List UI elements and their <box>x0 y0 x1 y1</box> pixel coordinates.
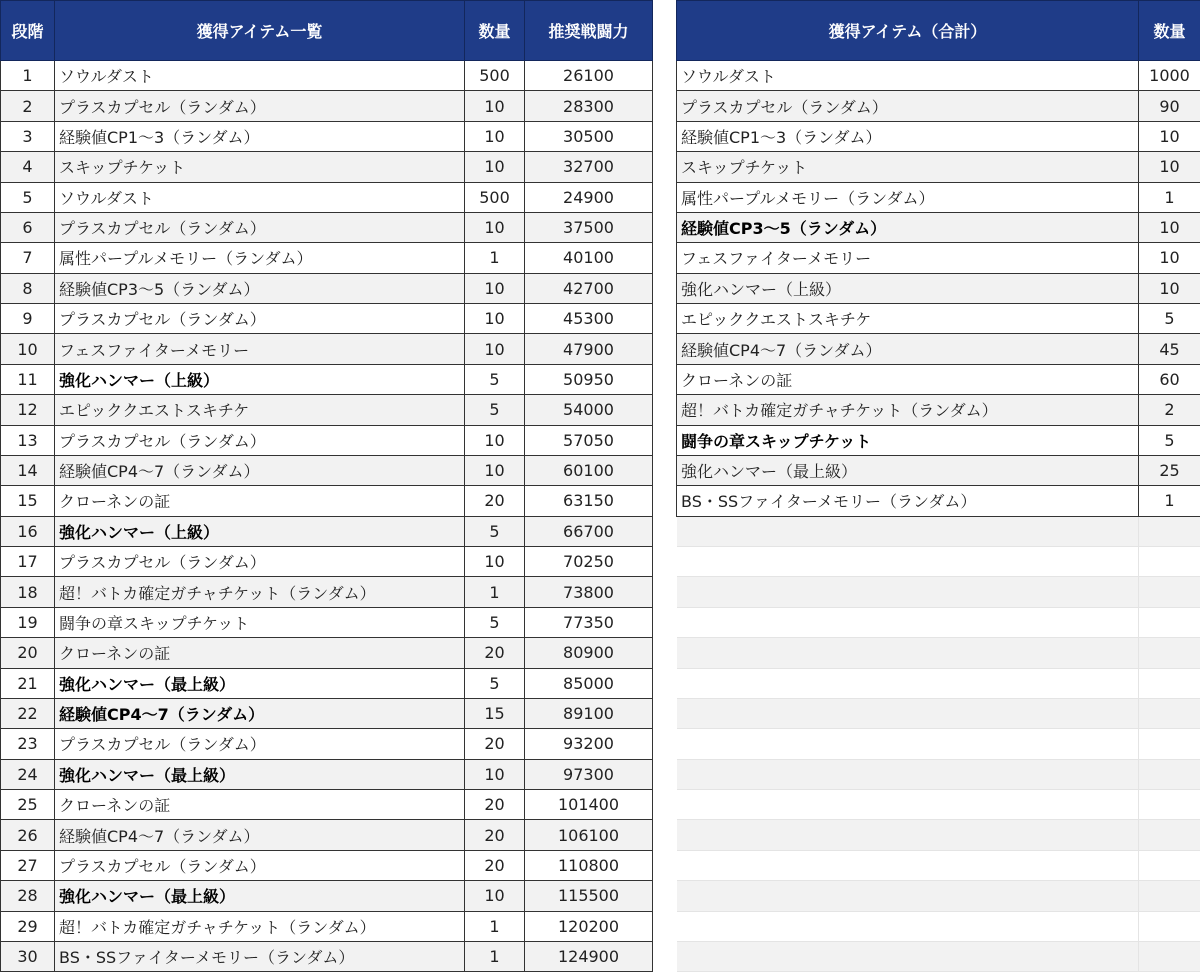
quantity-cell: 15 <box>465 698 525 728</box>
table-row <box>1 516 653 546</box>
empty-row <box>677 911 1200 941</box>
empty-cell <box>677 698 1139 728</box>
total-item-cell: 経験値CP4～7（ランダム） <box>677 334 1139 364</box>
table-row <box>1 911 653 941</box>
empty-cell <box>1139 577 1200 607</box>
total-item-cell: 属性パープルメモリー（ランダム） <box>677 182 1139 212</box>
power-cell: 101400 <box>525 790 653 820</box>
table-row <box>677 212 1200 242</box>
table-row <box>1 212 653 242</box>
total-item-cell: BS・SSファイターメモリー（ランダム） <box>677 486 1139 516</box>
table-row <box>677 121 1200 151</box>
empty-cell <box>677 729 1139 759</box>
item-cell: 超！バトカ確定ガチャチケット（ランダム） <box>55 911 465 941</box>
stage-cell: 20 <box>1 638 55 668</box>
table-row <box>1 486 653 516</box>
table-row <box>677 486 1200 516</box>
table-row <box>1 577 653 607</box>
total-quantity-cell: 90 <box>1139 91 1200 121</box>
item-cell: 経験値CP3～5（ランダム） <box>55 273 465 303</box>
power-cell: 45300 <box>525 304 653 334</box>
item-cell: 経験値CP4～7（ランダム） <box>55 455 465 485</box>
header-total-quantity: 数量 <box>1139 1 1200 61</box>
item-cell: プラスカプセル（ランダム） <box>55 850 465 880</box>
empty-cell <box>677 759 1139 789</box>
empty-row <box>677 516 1200 546</box>
quantity-cell: 20 <box>465 638 525 668</box>
item-cell: プラスカプセル（ランダム） <box>55 425 465 455</box>
quantity-cell: 10 <box>465 334 525 364</box>
quantity-cell: 10 <box>465 759 525 789</box>
stage-cell: 21 <box>1 668 55 698</box>
empty-cell <box>1139 850 1200 880</box>
quantity-cell: 20 <box>465 486 525 516</box>
power-cell: 63150 <box>525 486 653 516</box>
table-row <box>677 182 1200 212</box>
stage-cell: 19 <box>1 607 55 637</box>
item-cell: 経験値CP4～7（ランダム） <box>55 820 465 850</box>
empty-cell <box>1139 881 1200 911</box>
stage-cell: 4 <box>1 152 55 182</box>
total-quantity-cell: 45 <box>1139 334 1200 364</box>
stage-cell: 16 <box>1 516 55 546</box>
item-cell: 強化ハンマー（上級） <box>55 516 465 546</box>
total-quantity-cell: 2 <box>1139 395 1200 425</box>
total-item-cell: フェスファイターメモリー <box>677 243 1139 273</box>
power-cell: 70250 <box>525 547 653 577</box>
item-cell: プラスカプセル（ランダム） <box>55 729 465 759</box>
empty-cell <box>1139 759 1200 789</box>
table-row <box>1 121 653 151</box>
power-cell: 73800 <box>525 577 653 607</box>
header-item-total: 獲得アイテム（合計） <box>677 1 1139 61</box>
power-cell: 66700 <box>525 516 653 546</box>
item-cell: プラスカプセル（ランダム） <box>55 212 465 242</box>
empty-cell <box>677 668 1139 698</box>
power-cell: 89100 <box>525 698 653 728</box>
item-cell: スキップチケット <box>55 152 465 182</box>
power-cell: 77350 <box>525 607 653 637</box>
table-row <box>677 152 1200 182</box>
empty-row <box>677 698 1200 728</box>
quantity-cell: 1 <box>465 941 525 971</box>
empty-cell <box>677 790 1139 820</box>
total-quantity-cell: 5 <box>1139 304 1200 334</box>
power-cell: 42700 <box>525 273 653 303</box>
total-quantity-cell: 10 <box>1139 121 1200 151</box>
power-cell: 60100 <box>525 455 653 485</box>
stage-cell: 5 <box>1 182 55 212</box>
table-row <box>1 941 653 971</box>
item-cell: 闘争の章スキップチケット <box>55 607 465 637</box>
empty-cell <box>677 516 1139 546</box>
item-cell: 超！バトカ確定ガチャチケット（ランダム） <box>55 577 465 607</box>
power-cell: 30500 <box>525 121 653 151</box>
total-item-cell: ソウルダスト <box>677 61 1139 91</box>
stage-cell: 8 <box>1 273 55 303</box>
table-row <box>677 91 1200 121</box>
item-cell: フェスファイターメモリー <box>55 334 465 364</box>
table-row <box>1 607 653 637</box>
stage-cell: 7 <box>1 243 55 273</box>
stage-cell: 24 <box>1 759 55 789</box>
item-cell: 強化ハンマー（最上級） <box>55 881 465 911</box>
quantity-cell: 20 <box>465 729 525 759</box>
power-cell: 57050 <box>525 425 653 455</box>
item-cell: クローネンの証 <box>55 638 465 668</box>
total-item-cell: 経験値CP1～3（ランダム） <box>677 121 1139 151</box>
empty-cell <box>677 941 1139 971</box>
power-cell: 50950 <box>525 364 653 394</box>
table-row <box>677 61 1200 91</box>
quantity-cell: 20 <box>465 820 525 850</box>
empty-cell <box>1139 820 1200 850</box>
empty-cell <box>1139 729 1200 759</box>
stage-cell: 11 <box>1 364 55 394</box>
table-row <box>1 364 653 394</box>
item-cell: ソウルダスト <box>55 61 465 91</box>
power-cell: 37500 <box>525 212 653 242</box>
stage-cell: 29 <box>1 911 55 941</box>
table-row <box>1 547 653 577</box>
table-row <box>1 152 653 182</box>
quantity-cell: 10 <box>465 881 525 911</box>
empty-cell <box>677 547 1139 577</box>
total-item-cell: プラスカプセル（ランダム） <box>677 91 1139 121</box>
empty-row <box>677 941 1200 971</box>
quantity-cell: 10 <box>465 455 525 485</box>
table-row <box>1 820 653 850</box>
quantity-cell: 5 <box>465 516 525 546</box>
item-cell: 強化ハンマー（上級） <box>55 364 465 394</box>
total-quantity-cell: 10 <box>1139 243 1200 273</box>
total-quantity-cell: 25 <box>1139 455 1200 485</box>
item-cell: ソウルダスト <box>55 182 465 212</box>
table-row <box>1 638 653 668</box>
empty-row <box>677 577 1200 607</box>
quantity-cell: 5 <box>465 364 525 394</box>
empty-cell <box>677 820 1139 850</box>
item-cell: プラスカプセル（ランダム） <box>55 304 465 334</box>
empty-cell <box>677 607 1139 637</box>
quantity-cell: 10 <box>465 121 525 151</box>
power-cell: 93200 <box>525 729 653 759</box>
stage-cell: 1 <box>1 61 55 91</box>
power-cell: 26100 <box>525 61 653 91</box>
stage-cell: 2 <box>1 91 55 121</box>
stage-cell: 28 <box>1 881 55 911</box>
stage-cell: 15 <box>1 486 55 516</box>
empty-row <box>677 607 1200 637</box>
table-row <box>677 334 1200 364</box>
table-row <box>1 759 653 789</box>
power-cell: 110800 <box>525 850 653 880</box>
stage-cell: 10 <box>1 334 55 364</box>
stage-cell: 13 <box>1 425 55 455</box>
stage-cell: 23 <box>1 729 55 759</box>
total-item-cell: 超！バトカ確定ガチャチケット（ランダム） <box>677 395 1139 425</box>
power-cell: 120200 <box>525 911 653 941</box>
stage-cell: 22 <box>1 698 55 728</box>
empty-cell <box>677 911 1139 941</box>
stage-cell: 14 <box>1 455 55 485</box>
total-quantity-cell: 1000 <box>1139 61 1200 91</box>
item-cell: プラスカプセル（ランダム） <box>55 91 465 121</box>
power-cell: 32700 <box>525 152 653 182</box>
empty-row <box>677 729 1200 759</box>
quantity-cell: 20 <box>465 850 525 880</box>
empty-cell <box>1139 911 1200 941</box>
empty-cell <box>1139 547 1200 577</box>
table-row <box>1 273 653 303</box>
quantity-cell: 1 <box>465 243 525 273</box>
stage-cell: 3 <box>1 121 55 151</box>
table-row <box>677 364 1200 394</box>
total-quantity-cell: 10 <box>1139 273 1200 303</box>
item-cell: 属性パープルメモリー（ランダム） <box>55 243 465 273</box>
stage-cell: 6 <box>1 212 55 242</box>
stage-cell: 26 <box>1 820 55 850</box>
stage-cell: 27 <box>1 850 55 880</box>
table-row <box>1 668 653 698</box>
item-cell: 強化ハンマー（最上級） <box>55 668 465 698</box>
table-row <box>677 455 1200 485</box>
quantity-cell: 20 <box>465 790 525 820</box>
total-item-cell: エピッククエストスキチケ <box>677 304 1139 334</box>
table-row <box>1 182 653 212</box>
empty-row <box>677 547 1200 577</box>
table-row <box>677 273 1200 303</box>
table-row <box>1 61 653 91</box>
quantity-cell: 1 <box>465 577 525 607</box>
item-cell: 強化ハンマー（最上級） <box>55 759 465 789</box>
table-row <box>1 881 653 911</box>
power-cell: 106100 <box>525 820 653 850</box>
empty-cell <box>1139 516 1200 546</box>
item-cell: クローネンの証 <box>55 486 465 516</box>
right-header-row <box>677 1 1200 61</box>
empty-cell <box>677 881 1139 911</box>
item-cell: クローネンの証 <box>55 790 465 820</box>
empty-cell <box>1139 668 1200 698</box>
table-row <box>677 304 1200 334</box>
total-quantity-cell: 10 <box>1139 212 1200 242</box>
empty-cell <box>1139 638 1200 668</box>
stage-cell: 30 <box>1 941 55 971</box>
empty-cell <box>1139 941 1200 971</box>
total-quantity-cell: 1 <box>1139 182 1200 212</box>
table-row <box>1 243 653 273</box>
table-row <box>1 790 653 820</box>
quantity-cell: 5 <box>465 395 525 425</box>
empty-row <box>677 759 1200 789</box>
total-quantity-cell: 10 <box>1139 152 1200 182</box>
power-cell: 40100 <box>525 243 653 273</box>
table-row <box>1 425 653 455</box>
power-cell: 115500 <box>525 881 653 911</box>
table-row <box>1 698 653 728</box>
total-quantity-cell: 5 <box>1139 425 1200 455</box>
table-row <box>1 850 653 880</box>
quantity-cell: 5 <box>465 607 525 637</box>
total-reward-table <box>676 0 1200 972</box>
header-stage: 段階 <box>1 1 55 61</box>
empty-cell <box>1139 698 1200 728</box>
power-cell: 28300 <box>525 91 653 121</box>
empty-row <box>677 820 1200 850</box>
total-item-cell: 強化ハンマー（上級） <box>677 273 1139 303</box>
empty-cell <box>677 638 1139 668</box>
header-recommended-power: 推奨戦闘力 <box>525 1 653 61</box>
quantity-cell: 10 <box>465 91 525 121</box>
quantity-cell: 5 <box>465 668 525 698</box>
power-cell: 80900 <box>525 638 653 668</box>
stage-cell: 25 <box>1 790 55 820</box>
power-cell: 47900 <box>525 334 653 364</box>
table-row <box>1 395 653 425</box>
table-row <box>1 91 653 121</box>
header-quantity: 数量 <box>465 1 525 61</box>
item-cell: プラスカプセル（ランダム） <box>55 547 465 577</box>
total-item-cell: クローネンの証 <box>677 364 1139 394</box>
quantity-cell: 10 <box>465 273 525 303</box>
empty-cell <box>677 850 1139 880</box>
stage-cell: 17 <box>1 547 55 577</box>
total-quantity-cell: 1 <box>1139 486 1200 516</box>
power-cell: 24900 <box>525 182 653 212</box>
total-item-cell: 経験値CP3～5（ランダム） <box>677 212 1139 242</box>
empty-row <box>677 638 1200 668</box>
stage-cell: 12 <box>1 395 55 425</box>
stage-cell: 9 <box>1 304 55 334</box>
table-row <box>677 395 1200 425</box>
power-cell: 54000 <box>525 395 653 425</box>
table-row <box>1 455 653 485</box>
quantity-cell: 10 <box>465 547 525 577</box>
table-row <box>1 304 653 334</box>
empty-cell <box>1139 607 1200 637</box>
quantity-cell: 10 <box>465 304 525 334</box>
total-quantity-cell: 60 <box>1139 364 1200 394</box>
quantity-cell: 10 <box>465 425 525 455</box>
quantity-cell: 1 <box>465 911 525 941</box>
quantity-cell: 10 <box>465 212 525 242</box>
total-item-cell: 強化ハンマー（最上級） <box>677 455 1139 485</box>
power-cell: 124900 <box>525 941 653 971</box>
table-row <box>677 243 1200 273</box>
stage-cell: 18 <box>1 577 55 607</box>
header-item-list: 獲得アイテム一覧 <box>55 1 465 61</box>
total-item-cell: スキップチケット <box>677 152 1139 182</box>
quantity-cell: 500 <box>465 182 525 212</box>
quantity-cell: 500 <box>465 61 525 91</box>
empty-row <box>677 790 1200 820</box>
empty-row <box>677 850 1200 880</box>
item-cell: BS・SSファイターメモリー（ランダム） <box>55 941 465 971</box>
left-header-row <box>1 1 653 61</box>
power-cell: 85000 <box>525 668 653 698</box>
empty-row <box>677 668 1200 698</box>
table-row <box>1 729 653 759</box>
quantity-cell: 10 <box>465 152 525 182</box>
empty-row <box>677 881 1200 911</box>
empty-cell <box>1139 790 1200 820</box>
item-cell: 経験値CP4～7（ランダム） <box>55 698 465 728</box>
item-cell: エピッククエストスキチケ <box>55 395 465 425</box>
total-item-cell: 闘争の章スキップチケット <box>677 425 1139 455</box>
table-gap <box>652 0 676 975</box>
table-row <box>1 334 653 364</box>
power-cell: 97300 <box>525 759 653 789</box>
empty-cell <box>677 577 1139 607</box>
table-row <box>677 425 1200 455</box>
item-cell: 経験値CP1～3（ランダム） <box>55 121 465 151</box>
